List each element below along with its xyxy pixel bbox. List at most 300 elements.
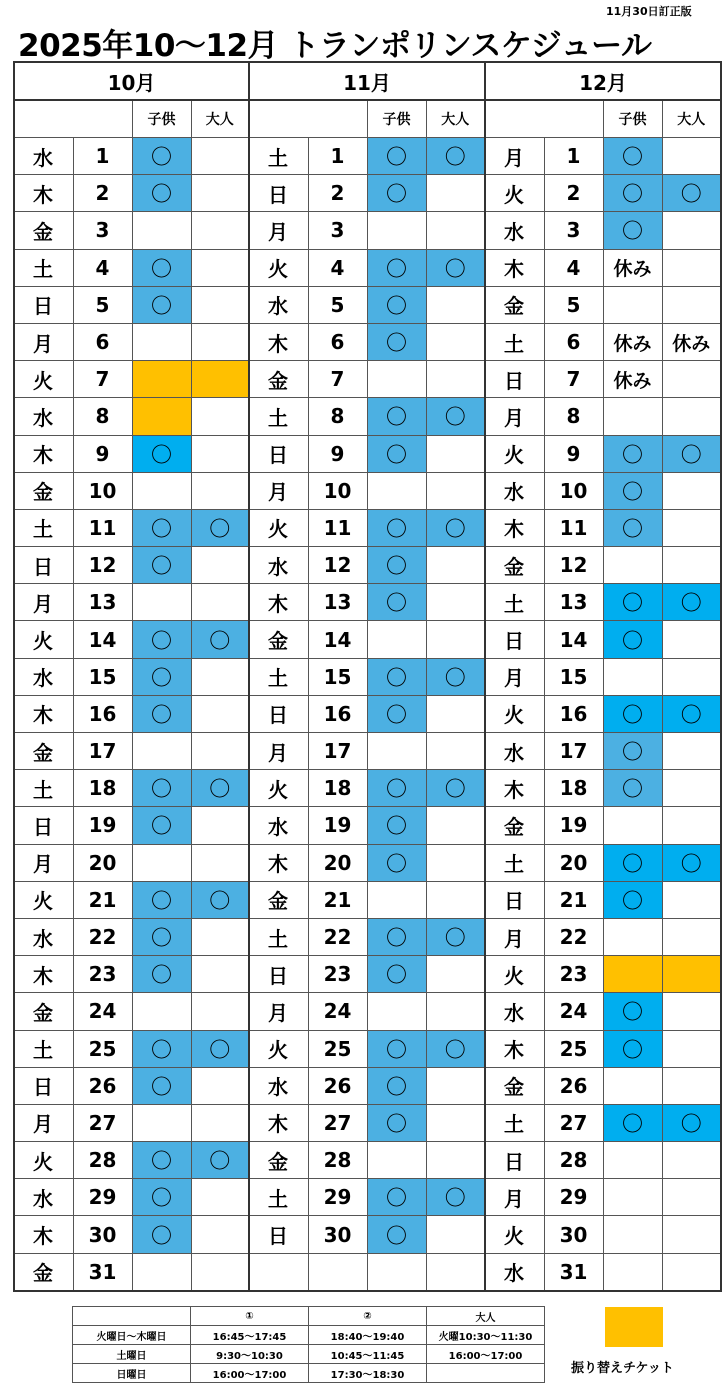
day-number-cell: 18 <box>308 770 367 807</box>
weekday-cell: 木 <box>14 435 73 472</box>
adult-session-cell <box>426 1067 485 1104</box>
weekday-cell: 火 <box>249 1030 308 1067</box>
adult-session-cell <box>426 361 485 398</box>
child-session-cell: 〇 <box>132 1216 191 1253</box>
child-session-cell: 〇 <box>603 138 662 175</box>
weekday-cell: 土 <box>14 770 73 807</box>
weekday-cell <box>249 1253 308 1291</box>
weekday-cell: 月 <box>249 212 308 249</box>
child-session-cell: 〇 <box>132 658 191 695</box>
adult-session-cell <box>191 956 249 993</box>
time-table-slot: 17:30～18:30 <box>309 1364 427 1383</box>
adult-session-cell <box>191 472 249 509</box>
day-number-cell: 5 <box>308 286 367 323</box>
weekday-cell: 火 <box>249 509 308 546</box>
day-number-cell: 9 <box>73 435 132 472</box>
weekday-cell: 火 <box>485 1216 544 1253</box>
child-session-cell: 〇 <box>132 249 191 286</box>
day-number-cell: 20 <box>308 844 367 881</box>
child-session-cell: 〇 <box>132 1179 191 1216</box>
weekday-cell: 金 <box>249 361 308 398</box>
child-session-cell <box>132 1253 191 1291</box>
adult-session-cell <box>662 621 721 658</box>
child-session-cell <box>132 323 191 360</box>
day-number-cell: 5 <box>544 286 603 323</box>
time-table-day-label: 土曜日 <box>73 1345 191 1364</box>
time-table-body <box>73 1307 545 1383</box>
month-header: 12月 <box>485 62 721 100</box>
adult-session-cell: 〇 <box>662 1104 721 1141</box>
adult-session-cell <box>426 695 485 732</box>
adult-session-cell <box>662 807 721 844</box>
page-title: 2025年10～12月 トランポリンスケジュール <box>18 28 652 64</box>
schedule-table <box>13 61 722 1292</box>
child-session-cell: 〇 <box>367 770 426 807</box>
weekday-cell: 水 <box>249 547 308 584</box>
schedule-row <box>14 509 721 546</box>
child-session-cell <box>367 1142 426 1179</box>
adult-session-cell <box>662 138 721 175</box>
adult-session-cell <box>662 1253 721 1291</box>
weekday-cell: 木 <box>485 1030 544 1067</box>
weekday-cell: 月 <box>14 323 73 360</box>
weekday-cell: 土 <box>14 249 73 286</box>
schedule-row <box>14 1179 721 1216</box>
child-session-cell <box>603 1067 662 1104</box>
adult-session-cell <box>191 175 249 212</box>
adult-session-cell <box>191 1253 249 1291</box>
day-number-cell: 6 <box>73 323 132 360</box>
adult-session-cell: 〇 <box>191 1030 249 1067</box>
day-number-cell: 14 <box>308 621 367 658</box>
weekday-cell: 日 <box>14 1067 73 1104</box>
adult-session-cell <box>662 1142 721 1179</box>
child-session-cell: 〇 <box>132 1030 191 1067</box>
child-session-cell: 〇 <box>367 509 426 546</box>
adult-session-cell <box>662 1067 721 1104</box>
adult-session-cell: 〇 <box>662 584 721 621</box>
adult-session-cell: 〇 <box>426 658 485 695</box>
child-session-cell: 〇 <box>367 695 426 732</box>
day-number-cell: 1 <box>308 138 367 175</box>
weekday-cell: 水 <box>14 918 73 955</box>
weekday-cell: 金 <box>249 881 308 918</box>
child-session-cell: 休み <box>603 361 662 398</box>
adult-session-cell: 〇 <box>191 770 249 807</box>
adult-session-cell <box>426 956 485 993</box>
weekday-cell: 水 <box>249 1067 308 1104</box>
schedule-row <box>14 1067 721 1104</box>
weekday-cell: 土 <box>14 509 73 546</box>
adult-session-cell <box>662 770 721 807</box>
adult-session-cell <box>426 212 485 249</box>
child-session-cell: 〇 <box>367 249 426 286</box>
weekday-cell: 土 <box>249 398 308 435</box>
child-session-cell: 〇 <box>603 584 662 621</box>
sub-header-row <box>14 100 721 138</box>
day-number-cell: 4 <box>73 249 132 286</box>
child-session-cell: 〇 <box>367 398 426 435</box>
time-table-slot: 16:00～17:00 <box>191 1364 309 1383</box>
weekday-cell: 木 <box>14 956 73 993</box>
child-session-cell: 〇 <box>132 547 191 584</box>
child-session-cell <box>603 286 662 323</box>
adult-session-cell: 〇 <box>662 435 721 472</box>
weekday-cell: 水 <box>14 658 73 695</box>
day-number-cell: 12 <box>308 547 367 584</box>
child-session-cell: 〇 <box>132 956 191 993</box>
child-session-cell <box>367 212 426 249</box>
child-session-cell <box>367 361 426 398</box>
adult-session-cell: 〇 <box>426 1030 485 1067</box>
day-number-cell: 15 <box>308 658 367 695</box>
child-session-cell <box>132 993 191 1030</box>
schedule-row <box>14 956 721 993</box>
weekday-cell: 月 <box>485 918 544 955</box>
schedule-row <box>14 844 721 881</box>
child-session-cell <box>367 881 426 918</box>
weekday-cell: 月 <box>249 993 308 1030</box>
day-number-cell: 31 <box>73 1253 132 1291</box>
weekday-cell: 日 <box>249 435 308 472</box>
weekday-cell: 木 <box>14 695 73 732</box>
adult-header: 大人 <box>426 100 485 138</box>
child-header: 子供 <box>603 100 662 138</box>
time-table-header: ② <box>309 1307 427 1326</box>
day-number-cell: 4 <box>308 249 367 286</box>
revision-note: 11月30日訂正版 <box>606 5 692 18</box>
child-session-cell: 〇 <box>367 323 426 360</box>
day-number-cell: 2 <box>544 175 603 212</box>
schedule-row <box>14 1030 721 1067</box>
time-table-slot: 9:30～10:30 <box>191 1345 309 1364</box>
adult-session-cell <box>426 1253 485 1291</box>
adult-session-cell <box>426 1142 485 1179</box>
weekday-cell: 日 <box>485 1142 544 1179</box>
day-number-cell: 7 <box>73 361 132 398</box>
child-session-cell <box>367 993 426 1030</box>
weekday-cell: 日 <box>249 1216 308 1253</box>
child-session-cell <box>603 398 662 435</box>
time-table-slot: 火曜10:30～11:30 <box>427 1326 545 1345</box>
child-session-cell: 〇 <box>603 881 662 918</box>
child-session-cell <box>603 1216 662 1253</box>
child-session-cell <box>603 1253 662 1291</box>
day-number-cell: 23 <box>308 956 367 993</box>
child-session-cell <box>603 547 662 584</box>
day-number-cell: 14 <box>73 621 132 658</box>
adult-session-cell <box>191 844 249 881</box>
adult-session-cell <box>662 1216 721 1253</box>
day-number-cell: 3 <box>308 212 367 249</box>
adult-session-cell <box>662 212 721 249</box>
day-number-cell: 11 <box>73 509 132 546</box>
day-number-cell: 16 <box>308 695 367 732</box>
day-number-cell: 20 <box>73 844 132 881</box>
weekday-cell: 月 <box>14 584 73 621</box>
day-number-cell: 12 <box>73 547 132 584</box>
child-session-cell: 〇 <box>132 881 191 918</box>
weekday-cell: 金 <box>14 1253 73 1291</box>
weekday-cell: 金 <box>14 212 73 249</box>
day-number-cell: 17 <box>308 733 367 770</box>
weekday-cell: 日 <box>485 881 544 918</box>
adult-session-cell <box>426 584 485 621</box>
adult-session-cell <box>662 547 721 584</box>
child-session-cell <box>132 733 191 770</box>
adult-session-cell <box>191 584 249 621</box>
time-table-row <box>73 1326 545 1345</box>
weekday-cell: 月 <box>14 844 73 881</box>
day-number-cell: 24 <box>308 993 367 1030</box>
day-number-cell: 29 <box>544 1179 603 1216</box>
day-number-cell: 4 <box>544 249 603 286</box>
day-number-cell: 23 <box>73 956 132 993</box>
weekday-cell: 金 <box>485 807 544 844</box>
weekday-cell: 日 <box>485 361 544 398</box>
time-table-day-label: 火曜日～木曜日 <box>73 1326 191 1345</box>
day-number-cell: 5 <box>73 286 132 323</box>
child-session-cell <box>603 956 662 993</box>
adult-session-cell <box>426 286 485 323</box>
weekday-cell: 月 <box>485 658 544 695</box>
day-number-cell: 13 <box>544 584 603 621</box>
weekday-cell: 火 <box>485 175 544 212</box>
adult-session-cell <box>662 918 721 955</box>
schedule-row <box>14 1216 721 1253</box>
child-session-cell: 〇 <box>132 175 191 212</box>
child-session-cell: 〇 <box>132 435 191 472</box>
weekday-cell: 土 <box>249 1179 308 1216</box>
adult-session-cell: 〇 <box>426 1179 485 1216</box>
day-number-cell: 29 <box>73 1179 132 1216</box>
day-number-cell: 26 <box>308 1067 367 1104</box>
child-session-cell: 〇 <box>603 844 662 881</box>
time-table-header <box>73 1307 191 1326</box>
weekday-cell: 水 <box>249 807 308 844</box>
weekday-cell: 金 <box>14 733 73 770</box>
child-session-cell: 〇 <box>367 138 426 175</box>
child-session-cell: 〇 <box>367 175 426 212</box>
schedule-row <box>14 584 721 621</box>
day-number-cell: 30 <box>308 1216 367 1253</box>
schedule-row <box>14 398 721 435</box>
child-session-cell: 〇 <box>367 286 426 323</box>
time-table-slot <box>427 1364 545 1383</box>
schedule-row <box>14 881 721 918</box>
child-session-cell <box>367 621 426 658</box>
schedule-row <box>14 1104 721 1141</box>
schedule-row <box>14 249 721 286</box>
time-table-slot: 16:45～17:45 <box>191 1326 309 1345</box>
child-session-cell <box>367 733 426 770</box>
day-number-cell: 26 <box>544 1067 603 1104</box>
day-number-cell: 20 <box>544 844 603 881</box>
weekday-cell: 日 <box>249 956 308 993</box>
day-number-cell: 22 <box>308 918 367 955</box>
weekday-cell: 日 <box>249 695 308 732</box>
child-session-cell: 〇 <box>367 1216 426 1253</box>
adult-session-cell <box>426 472 485 509</box>
adult-session-cell <box>662 472 721 509</box>
day-number-cell: 10 <box>73 472 132 509</box>
day-number-cell: 27 <box>308 1104 367 1141</box>
schedule-row <box>14 1253 721 1291</box>
weekday-cell: 木 <box>249 844 308 881</box>
sub-header-blank <box>485 100 603 138</box>
child-session-cell: 〇 <box>132 1142 191 1179</box>
day-number-cell: 26 <box>73 1067 132 1104</box>
weekday-cell: 水 <box>14 138 73 175</box>
child-session-cell: 休み <box>603 323 662 360</box>
weekday-cell: 日 <box>14 286 73 323</box>
adult-session-cell <box>426 733 485 770</box>
day-number-cell: 25 <box>308 1030 367 1067</box>
child-session-cell: 〇 <box>367 1179 426 1216</box>
schedule-row <box>14 695 721 732</box>
child-session-cell <box>132 398 191 435</box>
child-session-cell: 〇 <box>603 770 662 807</box>
weekday-cell: 土 <box>485 323 544 360</box>
month-header: 10月 <box>14 62 249 100</box>
time-table-slot: 10:45～11:45 <box>309 1345 427 1364</box>
day-number-cell: 29 <box>308 1179 367 1216</box>
child-session-cell: 〇 <box>603 1030 662 1067</box>
child-session-cell <box>603 1142 662 1179</box>
weekday-cell: 月 <box>14 1104 73 1141</box>
weekday-cell: 水 <box>485 993 544 1030</box>
weekday-cell: 水 <box>14 1179 73 1216</box>
adult-session-cell <box>662 658 721 695</box>
child-session-cell: 〇 <box>132 918 191 955</box>
adult-session-cell <box>191 1067 249 1104</box>
weekday-cell: 金 <box>485 286 544 323</box>
adult-session-cell <box>426 621 485 658</box>
weekday-cell: 火 <box>14 881 73 918</box>
day-number-cell: 13 <box>73 584 132 621</box>
weekday-cell: 火 <box>485 695 544 732</box>
child-session-cell: 〇 <box>367 918 426 955</box>
child-session-cell: 〇 <box>603 993 662 1030</box>
day-number-cell <box>308 1253 367 1291</box>
weekday-cell: 水 <box>485 212 544 249</box>
day-number-cell: 21 <box>308 881 367 918</box>
adult-session-cell: 〇 <box>426 249 485 286</box>
child-session-cell <box>603 658 662 695</box>
adult-session-cell <box>426 807 485 844</box>
child-session-cell <box>367 1253 426 1291</box>
day-number-cell: 1 <box>544 138 603 175</box>
adult-session-cell <box>426 1216 485 1253</box>
adult-session-cell <box>191 918 249 955</box>
weekday-cell: 日 <box>485 621 544 658</box>
time-table-day-label: 日曜日 <box>73 1364 191 1383</box>
adult-session-cell <box>191 547 249 584</box>
weekday-cell: 火 <box>14 621 73 658</box>
weekday-cell: 木 <box>485 509 544 546</box>
weekday-cell: 木 <box>249 584 308 621</box>
month-header: 11月 <box>249 62 485 100</box>
child-session-cell: 〇 <box>367 1067 426 1104</box>
adult-session-cell <box>191 361 249 398</box>
child-session-cell: 〇 <box>367 807 426 844</box>
adult-session-cell <box>191 138 249 175</box>
weekday-cell: 金 <box>14 993 73 1030</box>
adult-session-cell <box>662 881 721 918</box>
day-number-cell: 6 <box>308 323 367 360</box>
adult-session-cell <box>662 286 721 323</box>
adult-session-cell: 〇 <box>191 509 249 546</box>
schedule-row <box>14 621 721 658</box>
adult-session-cell <box>191 323 249 360</box>
child-session-cell: 〇 <box>603 733 662 770</box>
adult-session-cell <box>662 993 721 1030</box>
day-number-cell: 10 <box>308 472 367 509</box>
adult-session-cell: 〇 <box>426 770 485 807</box>
schedule-row <box>14 733 721 770</box>
child-session-cell: 〇 <box>367 584 426 621</box>
time-table-row <box>73 1345 545 1364</box>
adult-session-cell <box>191 1104 249 1141</box>
adult-session-cell: 〇 <box>426 509 485 546</box>
day-number-cell: 6 <box>544 323 603 360</box>
schedule-row <box>14 286 721 323</box>
day-number-cell: 25 <box>544 1030 603 1067</box>
day-number-cell: 28 <box>73 1142 132 1179</box>
adult-session-cell <box>662 361 721 398</box>
adult-session-cell <box>426 175 485 212</box>
day-number-cell: 21 <box>544 881 603 918</box>
adult-session-cell <box>662 249 721 286</box>
day-number-cell: 14 <box>544 621 603 658</box>
weekday-cell: 水 <box>485 472 544 509</box>
adult-session-cell <box>191 807 249 844</box>
weekday-cell: 火 <box>485 435 544 472</box>
child-session-cell: 〇 <box>367 658 426 695</box>
child-session-cell <box>132 472 191 509</box>
day-number-cell: 12 <box>544 547 603 584</box>
child-header: 子供 <box>132 100 191 138</box>
child-session-cell: 〇 <box>367 844 426 881</box>
day-number-cell: 22 <box>73 918 132 955</box>
day-number-cell: 24 <box>544 993 603 1030</box>
day-number-cell: 22 <box>544 918 603 955</box>
child-session-cell: 〇 <box>603 509 662 546</box>
adult-session-cell <box>191 695 249 732</box>
adult-session-cell <box>191 733 249 770</box>
day-number-cell: 13 <box>308 584 367 621</box>
weekday-cell: 土 <box>14 1030 73 1067</box>
child-session-cell: 〇 <box>367 547 426 584</box>
day-number-cell: 16 <box>544 695 603 732</box>
schedule-row <box>14 323 721 360</box>
weekday-cell: 木 <box>485 770 544 807</box>
day-number-cell: 3 <box>544 212 603 249</box>
adult-session-cell: 〇 <box>662 175 721 212</box>
day-number-cell: 28 <box>308 1142 367 1179</box>
weekday-cell: 月 <box>485 398 544 435</box>
adult-session-cell <box>426 323 485 360</box>
weekday-cell: 月 <box>249 472 308 509</box>
adult-session-cell <box>426 1104 485 1141</box>
weekday-cell: 日 <box>14 807 73 844</box>
child-session-cell: 〇 <box>603 695 662 732</box>
weekday-cell: 日 <box>249 175 308 212</box>
weekday-cell: 金 <box>485 547 544 584</box>
child-session-cell: 〇 <box>367 1030 426 1067</box>
adult-session-cell: 休み <box>662 323 721 360</box>
adult-session-cell: 〇 <box>426 138 485 175</box>
